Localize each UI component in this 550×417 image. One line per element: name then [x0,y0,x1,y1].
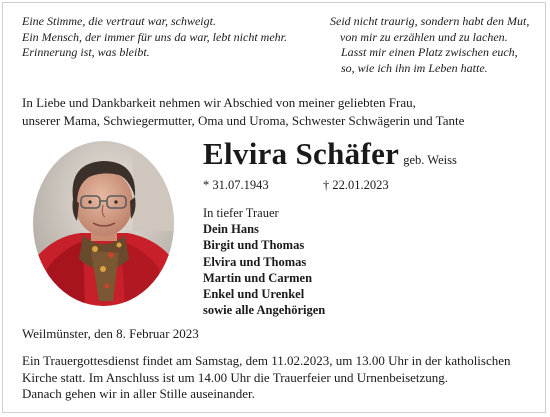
poem-right-line: Lasst mir einen Platz zwischen euch, [341,45,518,59]
poem-right [330,14,540,76]
intro-line: In Liebe und Dankbarkeit nehmen wir Abschied von meiner geliebten Frau, [22,95,416,110]
service-line: Danach gehen wir in aller Stille auseinander. [22,386,255,401]
deceased-name: Elvira Schäfer [203,136,400,171]
poem-right-line: von mir zu erzählen und zu lachen. [340,29,508,44]
mourner-name: Dein Hans [203,222,259,237]
mourner-name: Elvira und Thomas [203,254,307,269]
portrait-photo [33,141,174,306]
intro-line: unserer Mama, Schwiegermutter, Oma und Uroma, Schwester Schwägerin und Tante [22,112,465,128]
service-line: Kirche statt. Im Anschluss ist um 14.00 Uhr die Trauerfeier und Urnenbeisetzung. [22,369,449,385]
portrait-illustration [33,141,174,306]
deceased-name-line [203,136,457,172]
place-and-date: Weilmünster, den 8. Februar 2023 [22,326,199,341]
mourners-list [203,205,325,318]
poem-right-line: so, wie ich ihn im Leben hatte. [341,60,488,75]
mourner-name: Birgit und Thomas [203,238,305,253]
maiden-name: geb. Weiss [403,153,457,167]
birth-date: * 31.07.1943 [203,178,269,192]
farewell-intro [22,94,537,129]
poem-right-line: Seid nicht traurig, sondern habt den Mut, [330,14,530,28]
poem-left-line: Erinnerung ist, was bleibt. [22,45,150,59]
poem-left-line: Ein Mensch, der immer für uns da war, lebt nicht mehr. [22,29,287,44]
mourners-intro: In tiefer Trauer [203,206,279,220]
service-line: Ein Trauergottesdienst findet am Samstag, dem 11.02.2023, um 13.00 Uhr in der katholischen [22,353,511,368]
poem-left [22,14,292,61]
mourner-name: Martin und Carmen [203,270,313,285]
poem-left-line: Eine Stimme, die vertraut war, schweigt. [22,14,216,28]
mourner-name: sowie alle Angehörigen [203,303,326,318]
service-info [22,353,537,403]
death-date: † 22.01.2023 [323,178,389,192]
mourner-name: Enkel und Urenkel [203,287,305,302]
